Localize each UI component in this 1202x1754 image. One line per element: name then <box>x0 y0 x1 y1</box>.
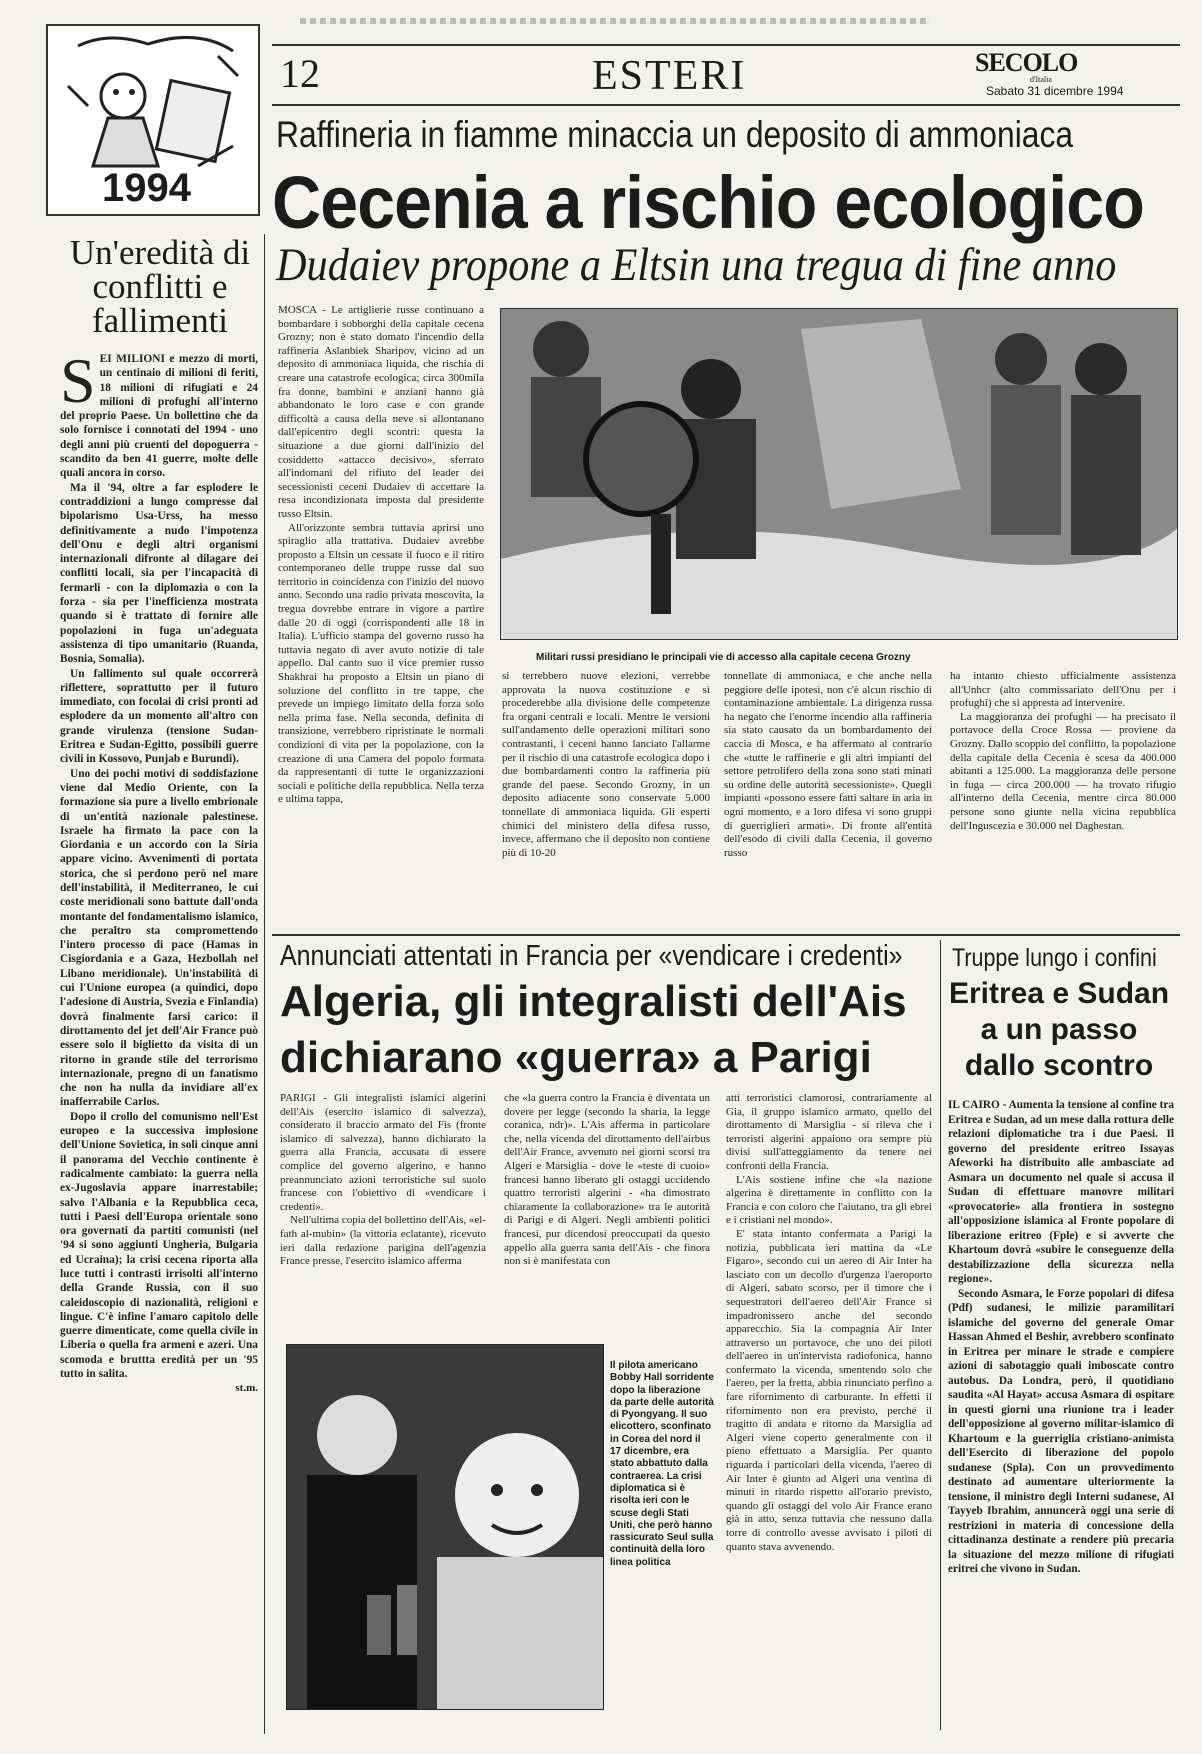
story2-kicker: Annunciati attentati in Francia per «vendicare i credenti» <box>280 940 903 972</box>
sidebar-divider <box>264 234 265 1734</box>
header-rule-bottom <box>272 104 1180 106</box>
sidebar-dropcap: S <box>60 352 96 416</box>
story1-col2 <box>502 670 710 942</box>
sidebar-signature: st.m. <box>235 1382 258 1395</box>
cartoon-year: 1994 <box>102 166 191 210</box>
newspaper-logo-sub: d'Italia <box>1030 75 1052 84</box>
story2-paragraph: E' stata intanto confermata a Parigi la notizia, pubblicata ieri mattina da «Le Figaro», secondo cui un aereo di Air Inter ha lasciato con un decollo d'urgenza l'aeroporto di Algeri, sabato scorso, per il timore che i sequestratori dell'aereo dell'Air France si impadronissero anche del secondo apparecchio. Sia la compagnia Air Inter attraverso un portavoce, che uno dei piloti dell'aereo in un'intervista radiofonica, hanno confermato la vicenda, smentendo solo che l'aereo, per la fretta, abbia rinunciato perfino a fare rifornimento di carburante. In effetti il rifornimento non era previsto, perché il tragitto di andata e ritorno da Marsiglia ad Algeri viene coperto generalmente con il pieno effettuato a Marsiglia. Per quanto riguarda i particolari della vicenda, l'aereo di Air Inter è giunto ad Algeri una ventina di minuti in ritardo rispetto all'orario previsto, quando gli ostaggi del volo Air France erano già in atto, senza tuttavia che nessuno dalla torre di controllo avesse avvisato i piloti di quanto stava avvenendo. <box>726 1227 932 1553</box>
story3-kicker: Truppe lungo i confini <box>952 944 1157 972</box>
story1-photo-caption: Militari russi presidiano le principali vie di accesso alla capitale cecena Grozny <box>536 652 911 663</box>
story2-paragraph: Nell'ultima copia del bollettino dell'Ais, «el-fath al-mubin» (la vittoria eclatante), ricevuto ieri dalla redazione parigina dell'agenzia France presse, l'esercito islamico afferma <box>280 1214 486 1268</box>
story2-col2 <box>504 1092 710 1332</box>
story1-paragraph: All'orizzonte sembra tuttavia aprirsi uno spiraglio alla trattativa. Dudaiev avrebbe proposto a Eltsin un cessate il fuoco e il ritiro contemporaneo delle truppe russe dal suo territorio in coincidenza con l'inizio del nuovo anno. Secondo una radio privata moscovita, la tregua dovrebbe entrare in vigore a partire dalle 20 di oggi (corrispondenti alle 18 in Italia). L'ufficio stampa del governo russo ha tuttavia negato di aver avuto notizie di tale appello. Dal canto suo il vice premier russo Shakhrai ha proposto a Eltsin un piano di soluzione del conflitto in tre tappe, che prevede un impiego limitato della forza solo nella prima fase. Nella seconda, definita di transizione, verrebbero ripristinate le normali condizioni di vita per la popolazione, con la creazione di una Camera del popolo formata da rappresentanti di tutte le organizzazioni sociali e politiche della repubblica. Nella terza e ultima tappa, <box>278 521 484 806</box>
story3-divider <box>940 940 941 1730</box>
story1-paragraph: ha intanto chiesto ufficialmente assistenza all'Unhcr (alto commissariato dell'Onu per i profughi) che si appresta ad intervenire. <box>950 670 1176 710</box>
story2-paragraph: L'Ais sostiene infine che «la nazione algerina è direttamente in conflitto con la Francia e con coloro che l'aiutano, tra gli ebrei e i cristiani nel mondo». <box>726 1173 932 1227</box>
story3-headline: Eritrea e Sudan a un passo dallo scontro <box>948 977 1170 1082</box>
story2-photo <box>286 1344 604 1710</box>
story3-body <box>948 1098 1174 1732</box>
issue-date: Sabato 31 dicembre 1994 <box>986 84 1124 98</box>
story3-paragraph: Secondo Asmara, le Forze popolari di difesa (Pdf) sudanesi, le milizie paramilitari islamiche del governo del generale Omar Hassan Ahmed el Beshir, avrebbero sconfinato in Eritrea per minare le strade e compiere azioni di sabotaggio quali imboscate contro autobus. Da Londra, però, il quotidiano saudita «Al Hayat» accusa Asmara di ospitare in questi giorni una riunione tra i leader dell'opposizione al governo militar-islamico di Khartoum e la guerriglia cristiano-animista dell'Esercito di liberazione del popolo sudanese (Spla). Con un provvedimento destinato ad aumentare ulteriormente la tensione, il ministro degli Interni sudanese, Al Tayyeb Ibrahim, annuncerà oggi una serie di restrizioni in materia di concessione della cittadinanza destinate a rendere più precaria la situazione del mezzo milione di rifugiati eritrei che vivono in Sudan. <box>948 1287 1174 1575</box>
sidebar-paragraph: Un fallimento sul quale occorrerà riflettere, soprattutto per il futuro immediato, con focolai di crisi pronti ad esplodere da un momento all'altro con grande virulenza (tensione Sudan-Eritrea e Sudan-Egitto, possibili guerre civili in Kossovo, Punjab e Burundi). <box>60 667 258 766</box>
top-strip <box>300 18 930 24</box>
cartoon-box <box>46 24 260 216</box>
story1-paragraph: MOSCA - Le artiglierie russe continuano a bombardare i sobborghi della capitale cecena Grozny; non è stato domato l'incendio della raffineria Aslanbiek Sharipov, vicino ad un deposito di ammoniaca liquida, che rischia di creare una catastrofe ecologica; circa 300mila fra donne, bambini e anziani hanno già abbandonato le loro case e con grande difficoltà a causa della neve si allontanano dall'epicentro degli scontri: questa la situazione a due giorni dall'inizio del cosiddetto «attacco decisivo», sferrato all'indomani del rifiuto del leader dei secessionisti ceceni Dudaiev di accettare la resa incondizionata imposta dal presidente russo Eltsin. <box>278 304 484 520</box>
pilot-image <box>287 1345 603 1709</box>
story1-paragraph: si terrebbero nuove elezioni, verrebbe approvata la nuova costituzione e si procederebbe alla divisione delle competenze fra organi centrali e locali. Mentre le versioni sull'andamento delle operazioni militari sono contrastanti, i ceceni hanno lanciato l'allarme per il rischio di una catastrofe ecologica dopo i due bombardamenti contro la raffineria più grande del paese. Secondo Grozny, in un deposito adiacente sono conservate 5.000 tonnellate di ammoniaca liquida. Gli esperti chimici del ministero della difesa russo, invece, affermano che il deposito non contiene più di 10-20 <box>502 670 710 859</box>
story2-photo-caption: Il pilota americano Bobby Hall sorridente dopo la liberazione da parte delle autorità di Pyongyang. Il suo elicottero, sconfinato in Corea del nord il 17 dicembre, era stato abbattuto dalla contraerea. La crisi diplomatica si è risolta ieri con le scuse degli Stati Uniti, che però hanno rassicurato Seul sulla continuità della loro linea politica <box>610 1360 714 1568</box>
story1-paragraph: tonnellate di ammoniaca, e che anche nella peggiore delle ipotesi, non c'è alcun rischio di contaminazione ambientale. La dirigenza russa ha negato che l'enorme incendio alla raffineria sia stato causato da un bombardamento dei caccia di Mosca, e ha affermato al contrario che «tutte le raffinerie e gli altri impianti del settore petrolifero della zona sono stati minati su ordine delle autorità secessioniste». Quegli impianti «possono essere fatti saltare in aria in ogni momento, e a loro difesa vi sono gruppi di guerriglieri armati». Di fronte all'entità dell'esodo di civili dalla Cecenia, il governo russo <box>724 670 932 859</box>
soldiers-image <box>501 309 1177 639</box>
story2-paragraph: che «la guerra contro la Francia è diventata un dovere per legge (secondo la sharia, la legge coranica, ndr)». L'Ais afferma in particolare che, nella vicenda del dirottamento dell'airbus dell'Air France, avvenuto nei giorni scorsi tra Algeri e Marsiglia - dove le «teste di cuoio» francesi hanno liberato gli ostaggi uccidendo quattro terroristi algerini - «ha dimostrato chiaramente la collaborazione» tra le autorità di Parigi e di Algeri. Negli ambienti politici francesi, pur dicendosi preoccupati da questo appello alla guerra santa dell'Ais - che finora non si è manifestata con <box>504 1092 710 1268</box>
story1-photo <box>500 308 1178 640</box>
story2-paragraph: PARIGI - Gli integralisti islamici algerini dell'Ais (esercito islamico di salvezza), considerato il braccio armato del Fis (fronte islamico di salvezza), hanno dichiarato la guerra alla Francia, accusata di essere complice del governo algerino, e hanno preannunciato azioni terroristiche sul suolo francese con l'obiettivo di «vendicare i credenti». <box>280 1092 486 1213</box>
story2-paragraph: atti terroristici clamorosi, contrariamente al Gia, il gruppo islamico armato, quello del dirottamento di Marsiglia - si rileva che i terroristi algerini appaiono ora sempre più divisi sull'atteggiamento da tenere nei confronti della Francia. <box>726 1092 932 1172</box>
story-separator <box>272 934 1180 936</box>
sidebar-paragraph: Uno dei pochi motivi di soddisfazione viene dal Medio Oriente, con la formazione sia pure a livello embrionale di un'entità nazionale palestinese. Israele ha firmato la pace con la Giordania e un accordo con la Siria appare vicino. Avvenimenti di portata storica, che si perdono però nel mare dell'instabilità, il Mediterraneo, le cui coste meridionali sono battute dall'onda montante del fondamentalismo islamico, che peraltro sta compromettendo l'intero processo di pace (Hamas in Cisgiordania e a Gaza, Hezbollah nel Libano meridionale). Un'instabilità di cui l'Unione europea (a quindici, dopo l'adesione di Austria, Svezia e Finlandia) dovrà finalmente farsi carico: il dirottamento del jet dell'Air France può essere solo il biglietto da visita di un ritorno in grande stile del terrorismo internazionale, pregno di un fanatismo che non ha nulla da invidiare all'ex inafferrabile Carlos. <box>60 767 258 1109</box>
sidebar-paragraph: Dopo il crollo del comunismo nell'Est europeo e la successiva implosione dell'Unione Sovietica, in soli cinque anni il panorama del Vecchio continente è radicalmente cambiato: la guerra nella ex-Jugoslavia appare inarrestabile; salvo l'Albania e la Repubblica ceca, tutti i Paesi dell'Europa orientale sono ora governati da partiti comunisti (nel '94 si sono aggiunti Ungheria, Bulgaria ed Ucraina); la crisi cecena riporta alla luce tutti i contrasti irrisolti all'interno della Grande Russia, con il suo caleidoscopio di nazionalità, religioni e lingue. C'è infine l'amaro capitolo delle guerre dimenticate, come quella civile in Liberia o quella fra armeni e azeri. Una scomoda e bruttta eredità per un '95 tutto in salita. <box>60 1110 258 1381</box>
sidebar-paragraph: EI MILIONI e mezzo di morti, un centinaio di milioni di feriti, 18 milioni di rifugiati e 24 milioni di profughi all'interno del proprio Paese. Un bollettino che da solo fornisce i connotati del 1994 - uno degli anni più cruenti del dopoguerra - scandito da ben 41 guerre, molte delle quali ancora in corso. <box>60 353 258 480</box>
story1-col4 <box>950 670 1176 942</box>
newspaper-logo: SECOLO <box>975 48 1078 77</box>
story2-col1 <box>280 1092 486 1332</box>
story1-paragraph: La maggioranza dei profughi — ha precisato il portavoce della Croce Rossa — proviene da Grozny. Dallo scoppio del conflitto, la popolazione della capitale della Cecenia è scesa da 400.000 abitanti a 125.000. La maggioranza delle persone in fuga — circa 200.000 — ha trovato rifugio all'interno della Cecenia, mentre circa 80.000 persone sono giunte nella vicina repubblica dell'Inguscezia e 30.000 nel Daghestan. <box>950 710 1176 832</box>
story2-col3 <box>726 1092 932 1732</box>
sidebar-body <box>60 352 258 1722</box>
story3-paragraph: IL CAIRO - Aumenta la tensione al confine tra Eritrea e Sudan, ad un mese dalla rottura delle relazioni diplomatiche tra i due Paesi. Il governo del presidente eritreo Issayas Afeworki ha distribuito alle ambasciate ad Asmara un documento nel quale si accusa il Sudan di effettuare manovre militari «provocatorie» alla frontiera in sostegno all'opposizione islamica al Fronte popolare di liberazione eritreo (Fple) e si avverte che Khartoum dovrà «subire le conseguenze della destabilizzazione della sicurezza nella regione». <box>948 1099 1174 1285</box>
story1-subhead: Dudaiev propone a Eltsin una tregua di fine anno <box>276 239 1117 291</box>
sidebar-paragraph: Ma il '94, oltre a far esplodere le contraddizioni a lungo compresse dal bipolarismo Usa-Urss, ha messo definitivamente a nudo l'impotenza dell'Onu e degli altri organismi internazionali difronte al dilagare dei conflitti locali, sia per l'incapacità di fermarli - con la diplomazia o con la forza - sia per l'inefficienza mostrata quando si è trattato di fornire alle popolazioni in fuga un'adeguata assistenza di tipo umanitario (Ruanda, Bosnia, Somalia). <box>60 481 258 666</box>
story1-col1 <box>278 304 484 944</box>
sidebar-title: Un'eredità di conflitti e fallimenti <box>69 233 251 340</box>
page-number: 12 <box>280 51 320 96</box>
story1-col3 <box>724 670 932 942</box>
story2-headline: Algeria, gli integralisti dell'Ais dichiarano «guerra» a Parigi <box>280 977 907 1082</box>
story1-headline: Cecenia a rischio ecologico <box>272 161 1144 244</box>
section-title: ESTERI <box>592 53 747 99</box>
story1-kicker: Raffineria in fiamme minaccia un deposito di ammoniaca <box>276 114 1074 155</box>
header-rule-top <box>272 44 1180 46</box>
